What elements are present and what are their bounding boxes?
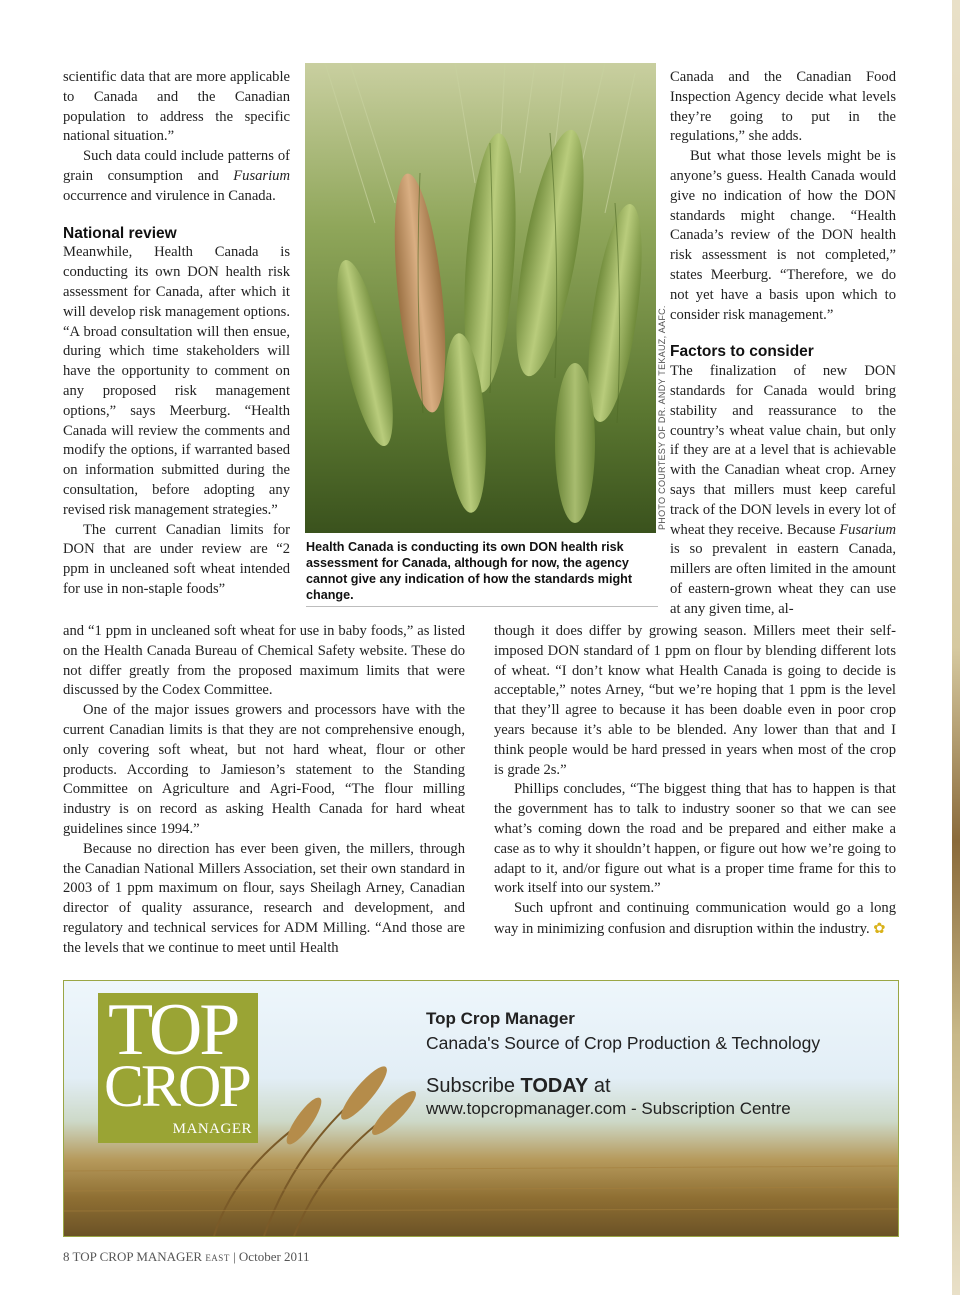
right-column	[670, 68, 896, 620]
photo-caption: Health Canada is conducting its own DON health risk assessment for Canada, although for now, the agency cannot give any indication of how the standards might change.	[306, 540, 633, 602]
text-run-bold: TODAY	[520, 1075, 589, 1097]
left-paragraph-3: Meanwhile, Health Canada is conducting its own DON health risk assessment for Canada, after which it will develop risk management options. “A broad consultation will then ensue, during which time stakeholders will have the opportunity to comment on any proposed risk management options,” says Meerburg. “Health Canada will review the comments and modify the options, if warranted based on information submitted during the consultation, before adopting any revised risk management strategies.”	[63, 244, 290, 518]
text-run: is so prevalent in eastern Canada, millers are often limited in the amount of eastern-grown wheat they can use at any given time, al-	[670, 541, 896, 617]
text-run: Such data could include patterns of grain consumption and	[63, 148, 290, 184]
right-paragraph-2: But what those levels might be is anyone’s guess. Health Canada would give no indication of how the DON standards might change. “Health Canada’s review of the DON health risk assessment is not completed,” states Meerburg. “Therefore, we do not yet have a basis upon which to consider risk management.”	[670, 148, 896, 323]
bottom-left-paragraph-2: One of the major issues growers and processors have with the current Canadian limits is that they are not comprehensive enough, only covering soft wheat, but not hard wheat, flour or other products. According to Jamieson’s statement to the Standing Committee on Agriculture and Agri-Food, “The flour milling industry is on record as asking Health Canada for hard wheat guidelines since 1994.”	[63, 702, 465, 837]
logo-crop-text: CROP	[104, 1053, 249, 1119]
text-run: Subscribe	[426, 1075, 521, 1097]
bottom-right-paragraph-2: Phillips concludes, “The biggest thing that has to happen is that the government has to talk to industry sooner so that we can see what’s coming down the road and be prepared and either make a case as to why it shouldn’t happen, or figure out how we’re going to adapt to it, and/or figure out what is a proper time frame for this to work itself into our system.”	[494, 781, 896, 897]
caption-divider	[306, 606, 658, 607]
wheat-photo	[305, 63, 656, 533]
ad-url-link[interactable]: www.topcropmanager.com - Subscription Centre	[426, 1099, 791, 1118]
text-run: Such upfront and continuing communication would go a long way in minimizing confusion and disruption within the industry.	[494, 900, 896, 937]
issue-date: October 2011	[238, 1249, 310, 1264]
logo-manager-text: MANAGER	[172, 1121, 252, 1137]
ad-title: Top Crop Manager	[426, 1009, 575, 1028]
left-paragraph-2	[63, 147, 290, 206]
bottom-left-paragraph-3: Because no direction has ever been given, the millers, through the Canadian National Millers Association, set their own standard in 2003 of 1 ppm maximum on flour, says Sheilagh Arney, Canadian director of quality assurance, research and development, and regulatory and technical services for ADM Milling. “And those are the levels that we continue to meet until Health	[63, 840, 465, 956]
magazine-name: TOP CROP MANAGER	[72, 1249, 203, 1264]
right-paragraph-3	[670, 362, 896, 619]
ad-tagline: Canada's Source of Crop Production & Technology	[426, 1033, 821, 1053]
bottom-left-paragraph-1: and “1 ppm in uncleaned soft wheat for use in baby foods,” as listed on the Health Canada Bureau of Chemical Safety website. These do not differ greatly from the proposed maximum limits that were discussed by the Codex Committee.	[63, 623, 465, 699]
italic-term: Fusarium	[839, 521, 896, 538]
left-column	[63, 68, 290, 600]
photo-credit-text: PHOTO COURTESY OF DR. ANDY TEKAUZ, AAFC.	[657, 305, 667, 530]
page-edge-strip	[952, 0, 960, 1295]
page-footer	[63, 1249, 310, 1265]
left-paragraph-4: The current Canadian limits for DON that are under review are “2 ppm in uncleaned soft wheat intended for use in non-staple foods”	[63, 521, 290, 597]
section-heading-factors: Factors to consider	[670, 343, 814, 361]
bottom-left-column	[63, 622, 465, 959]
text-run: at	[588, 1075, 611, 1097]
maple-leaf-end-icon: ✿	[873, 919, 886, 937]
top-crop-manager-logo	[98, 989, 258, 1143]
bottom-right-paragraph-1: though it does differ by growing season. Millers meet their self-imposed DON standard of 1 ppm on flour by blending different lots of wheat. “I don’t know what Health Canada is going to decide is acceptable,” notes Arney, “but we’re hoping that 1 ppm is the level that they’ll agree to because it has been doable even in poor crop years because it’s able to be blended. Any lower than that and I think people would be hard pressed in years when most of the crop is grade 2s.”	[494, 623, 896, 778]
footer-separator: |	[233, 1249, 236, 1264]
text-run: The finalization of new DON standards for Canada would bring stability and reassurance to the country’s wheat value chain, but only if they are at a level that is achievable with the Canadian wheat crop. Arney says that millers must keep careful track of the DON levels in every lot of wheat they receive. Because	[670, 363, 896, 538]
photo-credit	[655, 305, 669, 540]
right-paragraph-1: Canada and the Canadian Food Inspection Agency decide what levels they’re going to put in the regulations,” she adds.	[670, 69, 896, 145]
ad-subscribe-line	[426, 1075, 611, 1098]
wheat-image	[305, 63, 656, 533]
bottom-right-column	[494, 622, 896, 940]
italic-term: Fusarium	[233, 167, 290, 184]
section-heading-national-review: National review	[63, 224, 177, 242]
bottom-right-paragraph-3	[494, 899, 896, 940]
page-number: 8	[63, 1249, 70, 1264]
left-paragraph-1: scientific data that are more applicable to Canada and the Canadian population to address the specific national situation.”	[63, 69, 290, 145]
logo-top-text: TOP	[108, 989, 238, 1071]
subscription-ad[interactable]	[63, 980, 899, 1237]
text-run: occurrence and virulence in Canada.	[63, 187, 276, 204]
edition-label: EAST	[205, 1253, 230, 1263]
